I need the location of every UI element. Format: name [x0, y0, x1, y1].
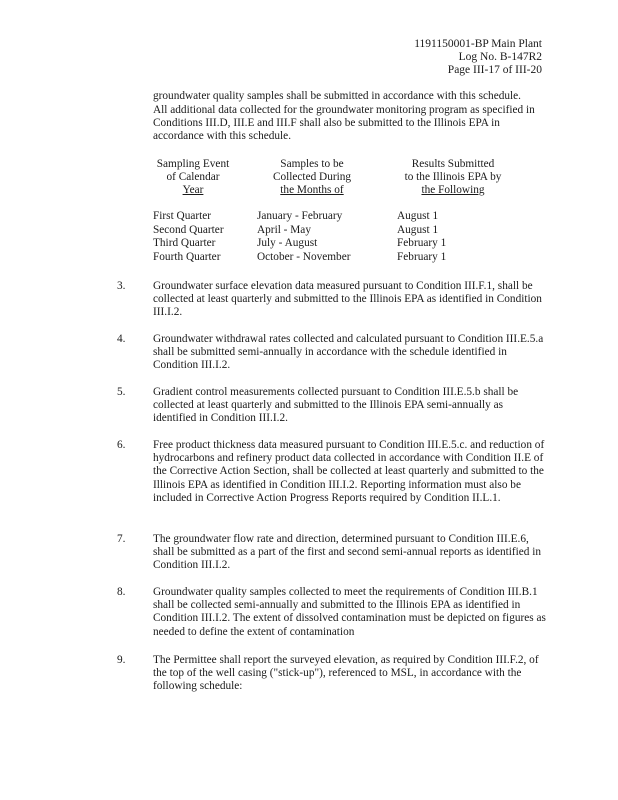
intro-paragraph-2: All additional data collected for the groundwater monitoring program as specified in Conditions III.D, III.E and III.F shall also be submitted to the Illinois EPA in accordance with this schedule. — [153, 104, 535, 143]
item-text: Gradient control measurements collected pursuant to Condition III.E.5.b shall be collected at least quarterly and submitted to the Illinois EPA semi-annually as identified in Condition III.I.2. — [153, 386, 519, 425]
item-number: 5. — [117, 386, 126, 398]
item-number: 9. — [117, 654, 126, 666]
item-number: 6. — [117, 439, 126, 451]
schedule-header-results-submitted: Results Submitted to the Illinois EPA by the Following — [404, 158, 502, 197]
header-log-number: Log No. B-147R2 — [458, 51, 542, 63]
page-header — [414, 38, 542, 77]
item-number: 8. — [117, 586, 126, 598]
item-text: The Permittee shall report the surveyed elevation, as required by Condition III.F.2, of the top of the well casing ("stick-up"), referenced to MSL, in accordance with the following schedule: — [153, 654, 539, 693]
item-text: The groundwater flow rate and direction, determined pursuant to Condition III.E.6, shall be submitted as a part of the first and second semi-annual reports as identified in Condition III.I.2. — [153, 533, 542, 572]
header-facility-id: 1191150001-BP Main Plant — [414, 38, 542, 50]
schedule-header-sampling-event: Sampling Event of Calendar Year — [156, 158, 230, 197]
item-number: 3. — [117, 280, 126, 292]
item-text: Free product thickness data measured pursuant to Condition III.E.5.c. and reduction of hydrocarbons and refinery product data collected in accordance with Condition II.E of the Corrective Action Section, shall be collected at least quarterly and submitted to the Illinois EPA as identified in Condition III.I.2. Reporting information must also be included in Corrective Action Progress Reports required by Condition II.L.1. — [153, 439, 545, 504]
schedule-header-samples-collected: Samples to be Collected During the Months of — [272, 158, 352, 197]
table-row: Second Quarter April - May August 1 — [153, 223, 439, 236]
table-row: Fourth Quarter October - November February 1 — [153, 250, 447, 263]
item-text: Groundwater surface elevation data measured pursuant to Condition III.F.1, shall be collected at least quarterly and submitted to the Illinois EPA as identified in Condition III.I.2. — [153, 280, 542, 319]
schedule-rows — [153, 210, 553, 264]
table-row: Third Quarter July - August February 1 — [153, 237, 447, 250]
table-row: First Quarter January - February August 1 — [153, 210, 439, 222]
header-page-number: Page III-17 of III-20 — [447, 64, 542, 76]
item-number: 7. — [117, 533, 126, 545]
item-text: Groundwater withdrawal rates collected and calculated pursuant to Condition III.E.5.a shall be submitted semi-annually in accordance with the schedule identified in Condition III.I.2. — [153, 333, 544, 372]
item-text: Groundwater quality samples collected to meet the requirements of Condition III.B.1 shall be collected semi-annually and submitted to the Illinois EPA as identified in Condition III.I.2. The extent of dissolved contamination must be depicted on figures as needed to define the extent of contamination — [153, 586, 546, 638]
intro-paragraph-1: groundwater quality samples shall be submitted in accordance with this schedule. — [153, 90, 521, 102]
item-number: 4. — [117, 333, 126, 345]
